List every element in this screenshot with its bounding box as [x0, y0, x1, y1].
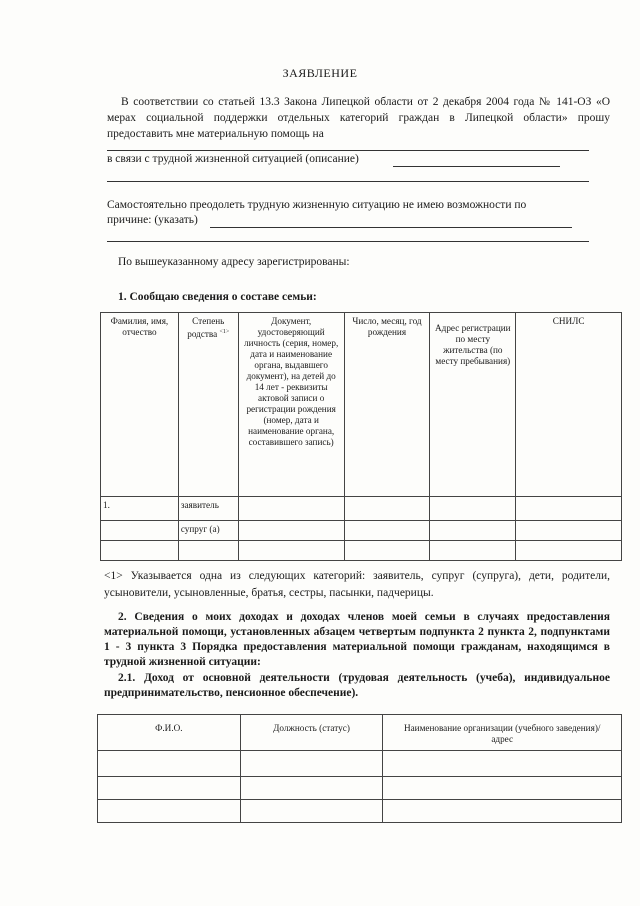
col-header-birthdate: Число, месяц, год рождения	[344, 313, 430, 497]
table-cell[interactable]	[98, 777, 241, 800]
table-cell[interactable]	[430, 521, 516, 541]
table-row	[98, 777, 622, 800]
fill-line[interactable]	[107, 181, 589, 182]
intro-paragraph: В соответствии со статьей 13.3 Закона Липецкой области от 2 декабря 2004 года № 141-ОЗ «О мерах социальной поддержки отдельных категорий граждан в Липецкой области» прошу предоставить мне материальную помощь на	[107, 96, 610, 140]
table-cell[interactable]	[98, 751, 241, 777]
table-cell[interactable]	[383, 777, 622, 800]
table-cell[interactable]	[240, 800, 383, 823]
col-header-relation	[178, 313, 238, 497]
row-number: 1.	[101, 497, 179, 521]
table-header-row	[101, 313, 622, 497]
section1-title: 1. Сообщаю сведения о составе семьи:	[118, 291, 317, 303]
table-cell[interactable]	[240, 751, 383, 777]
table-row	[101, 541, 622, 561]
table-header-row	[98, 715, 622, 751]
col-header-organization: Наименование организации (учебного заведения)/адрес	[383, 715, 622, 751]
table-cell[interactable]	[383, 751, 622, 777]
table-cell[interactable]	[238, 497, 344, 521]
fill-line[interactable]	[210, 227, 572, 228]
fill-line[interactable]	[393, 166, 560, 167]
family-table	[100, 312, 622, 561]
table-cell[interactable]	[344, 541, 430, 561]
footnote-marker: <1>	[219, 329, 230, 335]
table-cell[interactable]	[516, 521, 622, 541]
table-row	[98, 751, 622, 777]
relation-cell: заявитель	[178, 497, 238, 521]
table-cell[interactable]	[430, 497, 516, 521]
col-header-fio: Ф.И.О.	[98, 715, 241, 751]
table-cell[interactable]	[101, 541, 179, 561]
col-header-name: Фамилия, имя, отчество	[101, 313, 179, 497]
table-row	[98, 800, 622, 823]
table-cell[interactable]	[98, 800, 241, 823]
table-cell[interactable]	[383, 800, 622, 823]
col-header-position: Должность (статус)	[240, 715, 383, 751]
registered-text: По вышеуказанному адресу зарегистрированы:	[118, 256, 350, 268]
col-header-snils: СНИЛС	[516, 313, 622, 497]
table-cell[interactable]	[430, 541, 516, 561]
table-cell[interactable]	[516, 541, 622, 561]
section2-text: 2. Сведения о моих доходах и доходах членов моей семьи в случаях предоставления материальной помощи, установленных абзацем четвертым подпункта 2 пункта 2, подпунктами 1 - 3 пункта 3 Порядка предоставления материальной помощи гражданам, находящимся в трудной жизненной ситуации:	[104, 611, 610, 668]
col-header-address: Адрес регистрации по месту жительства (по месту пребывания)	[430, 313, 516, 497]
table-cell[interactable]	[240, 777, 383, 800]
document-title: ЗАЯВЛЕНИЕ	[282, 66, 358, 80]
table-cell[interactable]	[178, 541, 238, 561]
footnote-text: <1> Указывается одна из следующих категорий: заявитель, супруг (супруга), дети, родители, усыновители, усыновленные, братья, сестры, пасынки, падчерицы.	[104, 570, 610, 599]
table-row	[101, 521, 622, 541]
table-cell[interactable]	[344, 497, 430, 521]
fill-line[interactable]	[107, 150, 589, 151]
relation-cell: супруг (а)	[178, 521, 238, 541]
table-cell[interactable]	[516, 497, 622, 521]
table-cell[interactable]	[238, 521, 344, 541]
income-table	[97, 714, 622, 823]
situation-label: в связи с трудной жизненной ситуацией (описание)	[107, 153, 359, 165]
col-header-document: Документ, удостоверяющий личность (серия, номер, дата и наименование органа, выдавшего документ), на детей до 14 лет - реквизиты актовой записи о регистрации рождения (номер, дата и наименование органа, составившего запись)	[238, 313, 344, 497]
col-header-relation-text: Степень родства	[187, 316, 225, 340]
section21-text: 2.1. Доход от основной деятельности (трудовая деятельность (учеба), индивидуальное предпринимательство, пенсионное обеспечение).	[104, 672, 610, 699]
reason-label: причине: (указать)	[107, 214, 198, 226]
table-cell[interactable]	[344, 521, 430, 541]
table-row	[101, 497, 622, 521]
fill-line[interactable]	[107, 241, 589, 242]
table-cell[interactable]	[238, 541, 344, 561]
unable-label: Самостоятельно преодолеть трудную жизненную ситуацию не имею возможности по	[107, 199, 527, 211]
table-cell[interactable]	[101, 521, 179, 541]
